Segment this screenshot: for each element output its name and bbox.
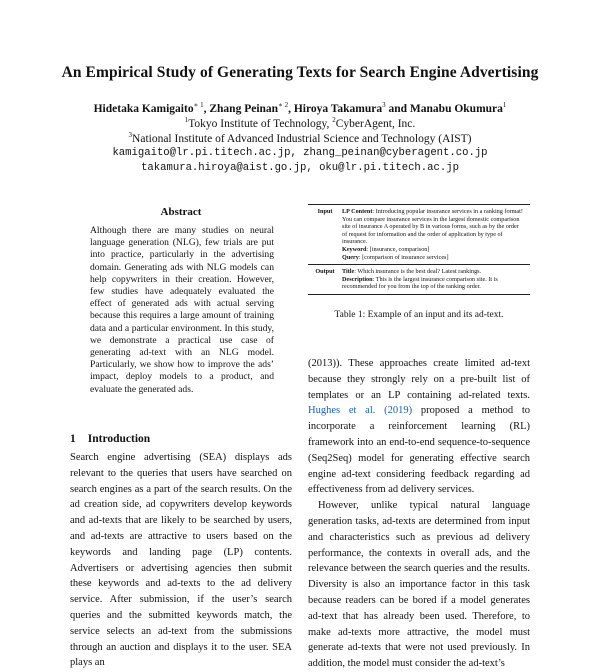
paragraph: Search engine advertising (SEA) displays ads relevant to the queries that users have searched on search engines as a part of the search results. On the ad creation side, ad copywriters develop keywords and ad-texts that are likely to be searched by users, and ad-texts are attractive to users based on the keywords and landing page (LP) contents. Advertisers or advertising agencies then submit these keywords and ad-texts to the ad delivery service. After submission, if the user’s search queries and the submitted keywords match, the service selects an ad-text from the submissions through an auction and displays it to the user. SEA plays an <box>70 452 292 669</box>
field-value: : [insurance, comparison] <box>366 245 430 253</box>
citation-link[interactable]: Hughes et al. (2019) <box>308 405 413 417</box>
section-number: 1 <box>70 433 76 445</box>
field-key: LP Content <box>342 208 373 215</box>
email-line: kamigaito@lr.pi.titech.ac.jp, zhang_peinan@cyberagent.co.jp <box>112 147 488 159</box>
text-span: proposed a method to incorporate a reinforcement learning (RL) framework into an end-to-end sequence-to-sequence (Seq2Seq) model for generating effective search engine ad-text considering feedback regarding ad effectiveness from ad delivery services. <box>308 405 530 496</box>
row-label: Output <box>315 268 335 276</box>
field-key: Keyword <box>342 245 367 253</box>
affiliation-mark: 3 <box>128 131 133 139</box>
affiliation-text: Tokyo Institute of Technology, <box>188 117 333 130</box>
row-body <box>342 268 530 291</box>
field-key: Title <box>342 268 355 276</box>
author-name: Hiroya Takamura <box>293 102 383 115</box>
email-line: takamura.hiroya@aist.go.jp, oku@lr.pi.titech.ac.jp <box>141 162 459 174</box>
author-name: Hidetaka Kamigaito <box>93 102 194 115</box>
abstract-heading: Abstract <box>160 206 202 218</box>
paper-title: An Empirical Study of Generating Texts for Search Engine Advertising <box>61 64 539 81</box>
field-value: : This is the largest insurance comparison site. It is recommended for you from the top of the ranking order. <box>342 275 498 291</box>
section-heading <box>70 433 150 445</box>
field-value: : [comparison of insurance services] <box>358 253 449 261</box>
paragraph: However, unlike typical natural language generation tasks, ad-texts are determined from input and characteristics such as previous ad delivery performance, the contexts in overall ads, and the relevance between the search queries and the results. Diversity is also an importance factor in this task because readers can be bored if a model generates ad-text that has already been used. Therefore, to make ad-texts more attractive, the model must generate ad-texts that were not used previously. In addition, the model must consider the ad-text’s <box>308 500 530 670</box>
affiliation-line <box>0 131 600 145</box>
author-list: Hidetaka Kamigaito$^{∗ 1}$, Zhang Peinan$^{∗ 2}$, Hiroya Takamura$^3$ and Manabu Okumura$^1$ <box>93 101 507 115</box>
author-mark: ∗ 1 <box>193 101 204 109</box>
affiliation-line <box>0 116 600 130</box>
field-key: Query <box>342 253 359 261</box>
intro-paragraph <box>70 450 292 671</box>
table-caption: Table 1: Example of an input and its ad-text. <box>334 310 504 320</box>
row-body <box>342 208 530 261</box>
affiliation-text: National Institute of Advanced Industrial Science and Technology (AIST) <box>132 132 472 145</box>
field-value: : Which insurance is the best deal? Latest rankings. <box>354 268 482 276</box>
author-mark: 1 <box>502 101 507 109</box>
affiliation-mark: 1 <box>184 116 189 124</box>
field-value: : Introducing popular insurance services in a ranking format! You can compare insurance services in the largest domestic comparison site of insurance A operated by B in various forms, such as by the order of request for information and the order of application by type of insurance. <box>342 208 523 246</box>
author-mark: ∗ 2 <box>278 101 289 109</box>
field-key: Description <box>342 275 373 283</box>
paragraph <box>308 356 530 498</box>
right-column-text <box>308 356 530 672</box>
row-label: Input <box>317 208 333 215</box>
author-name: Zhang Peinan <box>209 102 279 115</box>
table-row-output <box>308 265 530 294</box>
author-mark: 3 <box>382 101 386 109</box>
section-title: Introduction <box>87 433 151 445</box>
example-table <box>308 204 530 295</box>
table-row-input <box>308 205 530 264</box>
affiliation-mark: 2 <box>332 116 336 124</box>
affiliation-text: CyberAgent, Inc. <box>335 117 416 130</box>
text-span: (2013)). These approaches create limited ad-text because they strongly rely on a pre-built list of templates or an LP containing ad-related texts. <box>308 358 530 401</box>
abstract-text: Although there are many studies on neural language generation (NLG), few trials are put into practice, particularly in the advertising domain. Generating ads with NLG models can help copywriters in their creation. However, few studies have adequately evaluated the effect of generated ads with actual serving because this requires a large amount of training data and a particular environment. In this study, we demonstrate a practical use case of generating ad-text with an NLG model. Particularly, we show how to improve the ads’ impact, deploy models to a product, and evaluate the generated ads. <box>90 225 274 395</box>
author-name: Manabu Okumura <box>409 102 503 115</box>
